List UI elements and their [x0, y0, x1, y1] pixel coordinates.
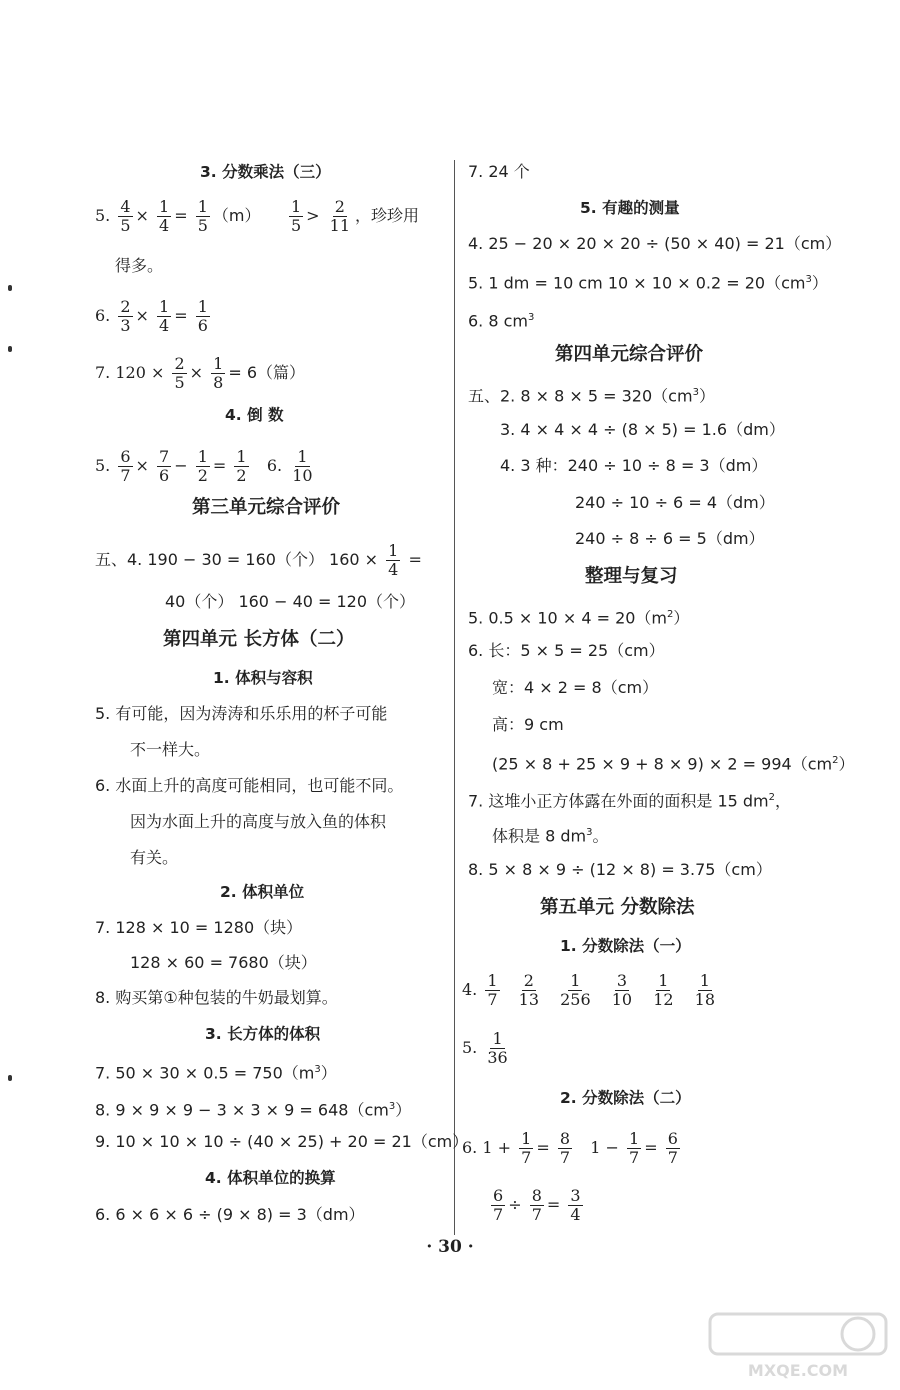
binding-hole	[8, 1075, 12, 1081]
section-title: 2. 分数除法（二）	[560, 1089, 691, 1107]
answer-line: 240 ÷ 8 ÷ 6 = 5（dm）	[575, 529, 765, 548]
section-title: 4. 倒 数	[225, 406, 284, 424]
answer-line: 6. 8 $cm^3$	[468, 311, 535, 331]
answer-line: $(25 \times 8 + 25 \times 9 + 8 \times 9) \times 2 = 994(cm^2)$	[492, 754, 855, 774]
section-title: 3. 分数乘法（三）	[200, 163, 331, 181]
section-title: 5. 有趣的测量	[580, 199, 680, 217]
unit-title: 第四单元综合评价	[555, 344, 704, 365]
answer-line: 因为水面上升的高度与放入鱼的体积	[130, 812, 387, 831]
answer-line: 3. 4 × 4 × 4 ÷ (8 × 5) = 1.6（dm）	[500, 420, 785, 439]
answer-line: 5. 1 dm = 10 cm $10 \times 10 \times 0.2 = 20(cm^3)$	[468, 273, 828, 293]
answer-line: 6. 长：5 × 5 = 25（cm）	[468, 641, 665, 660]
answer-line: 6. 水面上升的高度可能相同，也可能不同。	[95, 776, 404, 795]
answer-line: 8. 5 × 8 × 9 ÷ (12 × 8) = 3.75（cm）	[468, 860, 772, 879]
answer-5-fraction-mult: 5. $\frac{4}{5}$ × $\frac{1}{4}$ = $\frac{1}{5}$ （m） $\frac{1}{5}$ > $\frac{2}{11}$ ，珍珍用	[95, 197, 420, 235]
answer-7: 7. 120 × $\frac{2}{5}$ × $\frac{1}{8}$ = 6（篇）	[95, 354, 306, 392]
answer-5-fraction: 5. $\frac{1}{36}$	[462, 1029, 508, 1067]
answer-line: 五、2. $8 \times 8 \times 5 = 320(cm^3)$	[468, 386, 715, 406]
unit-title: 第五单元 分数除法	[540, 897, 695, 918]
answer-line: 4. 25 − 20 × 20 × 20 ÷ (50 × 40) = 21（cm）	[468, 234, 842, 253]
answer-line: 体积是 8 $dm^3$。	[492, 826, 609, 846]
unit-title: 整理与复习	[585, 566, 678, 587]
answer-line: 7. 128 × 10 = 1280（块）	[95, 918, 303, 937]
answer-line: 5. 有可能，因为涛涛和乐乐用的杯子可能	[95, 704, 388, 723]
unit-title: 第四单元 长方体（二）	[163, 629, 355, 650]
watermark-text: MXQE.COM	[747, 1361, 849, 1380]
answer-line: 4. 3 种：240 ÷ 10 ÷ 8 = 3（dm）	[500, 456, 768, 475]
unit-title: 第三单元综合评价	[192, 497, 341, 518]
answer-line: 7. $50 \times 30 \times 0.5 = 750(m^3)$	[95, 1063, 337, 1083]
answer-line: 有关。	[130, 848, 179, 867]
section-title: 1. 体积与容积	[213, 669, 313, 687]
answer-line: 高：9 cm	[492, 715, 564, 734]
answer-5-reciprocal: 5. $\frac{6}{7}$ × $\frac{7}{6}$ − $\frac{1}{2}$ = $\frac{1}{2}$ 6. $\frac{1}{10}$	[95, 447, 313, 485]
unit3-answer-line1: 五、4. 190 − 30 = 160（个） 160 × $\frac{1}{4}$ =	[95, 541, 422, 579]
answer-line: 240 ÷ 10 ÷ 6 = 4（dm）	[575, 493, 775, 512]
answer-line: 5. $0.5 \times 10 \times 4 = 20(m^2)$	[468, 608, 690, 628]
answer-line: 8. 购买第①种包装的牛奶最划算。	[95, 988, 338, 1007]
binding-hole	[8, 346, 12, 352]
answer-line: 不一样大。	[130, 740, 211, 759]
answer-line: 6. 6 × 6 × 6 ÷ (9 × 8) = 3（dm）	[95, 1205, 365, 1224]
answer-line: 128 × 60 = 7680（块）	[130, 953, 317, 972]
section-title: 1. 分数除法（一）	[560, 937, 691, 955]
answer-6-division: 6. 1 + $\frac{1}{7}$ = $\frac{8}{7}$ 1 − $\frac{1}{7}$ = $\frac{6}{7}$	[462, 1129, 678, 1167]
answer-6-division-line2: $\frac{6}{7}$ ÷ $\frac{8}{7}$ = $\frac{3}{4}$	[493, 1186, 581, 1224]
watermark-logo	[708, 1312, 888, 1382]
answer-line: 宽：4 × 2 = 8（cm）	[492, 678, 659, 697]
answer-line: 8. $9 \times 9 \times 9 - 3 \times 3 \times 9 = 648(cm^3)$	[95, 1100, 412, 1120]
section-title: 3. 长方体的体积	[205, 1025, 321, 1043]
answer-5-continued: 得多。	[115, 256, 164, 275]
answer-line: 7. 这堆小正方体露在外面的面积是 15 $dm^2$，	[468, 791, 792, 811]
answer-line: 9. 10 × 10 × 10 ÷ (40 × 25) + 20 = 21（cm）	[95, 1132, 469, 1151]
answer-6: 6. $\frac{2}{3}$ × $\frac{1}{4}$ = $\frac{1}{6}$	[95, 297, 208, 335]
answer-4-fractions: 4. $\frac{1}{7}$ $\frac{2}{13}$ $\frac{1}{256}$ $\frac{3}{10}$ $\frac{1}{12}$ $\frac{1}{18}$	[462, 971, 715, 1009]
column-divider	[454, 160, 455, 1235]
binding-hole	[8, 285, 12, 291]
page-number: · 30 ·	[426, 1237, 474, 1257]
answer-line: 7. 24 个	[468, 162, 530, 181]
unit3-answer-line2: 40（个） 160 − 40 = 120（个）	[165, 592, 416, 611]
section-title: 4. 体积单位的换算	[205, 1169, 336, 1187]
section-title: 2. 体积单位	[220, 883, 305, 901]
